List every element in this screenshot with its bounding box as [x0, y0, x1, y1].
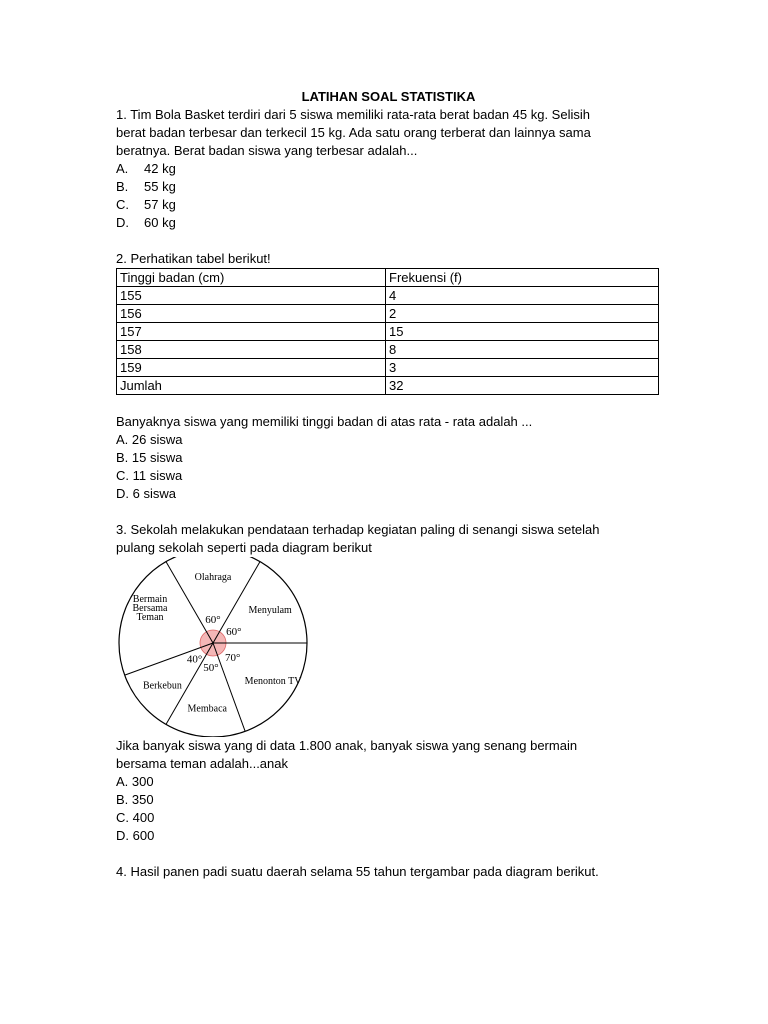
worksheet-page [116, 88, 661, 881]
pie-angle-label: 40° [186, 653, 203, 666]
table-cell: 155 [117, 287, 386, 305]
table-header-row [117, 269, 659, 287]
question-2-option-c: C. 11 siswa [116, 468, 183, 483]
pie-slice-label: Bersama [132, 603, 168, 614]
option-text: 42 kg [144, 161, 176, 176]
pie-slice-label: Berkebun [142, 680, 182, 692]
table-header-cell: Frekuensi (f) [386, 269, 659, 287]
table-cell: 157 [117, 323, 386, 341]
table-cell: 4 [386, 287, 659, 305]
pie-slice-label: Bermain [132, 594, 168, 605]
table-cell: Jumlah [117, 377, 386, 395]
question-1-option-d [116, 214, 661, 232]
question-1-line: berat badan terbesar dan terkecil 15 kg. Ada satu orang terberat dan lainnya sama [116, 125, 591, 140]
question-1-option-c [116, 196, 661, 214]
question-3-line: bersama teman adalah...anak [116, 756, 288, 771]
pie-slice-label: Teman [136, 612, 164, 623]
option-text: 60 kg [144, 215, 176, 230]
table-header-cell: Tinggi badan (cm) [117, 269, 386, 287]
worksheet-title: LATIHAN SOAL STATISTIKA [301, 89, 476, 104]
option-letter: B. [116, 179, 129, 194]
pie-angle-label: 70° [224, 651, 241, 664]
question-3-line: Jika banyak siswa yang di data 1.800 anak, banyak siswa yang senang bermain [116, 738, 578, 753]
question-1-option-b [116, 178, 661, 196]
question-3-option-b: B. 350 [116, 792, 154, 807]
question-1-line: beratnya. Berat badan siswa yang terbesar adalah... [116, 143, 418, 158]
question-3-option-d: D. 600 [116, 828, 155, 843]
table-cell: 32 [386, 377, 659, 395]
option-letter: A. [116, 161, 129, 176]
question-2-option-d: D. 6 siswa [116, 486, 176, 501]
question-2 [116, 250, 661, 503]
question-1-option-a [116, 160, 661, 178]
pie-slice-label: Membaca [187, 703, 227, 715]
table-row [117, 305, 659, 323]
question-3-option-c: C. 400 [116, 810, 155, 825]
table-row [117, 287, 659, 305]
question-3-line: 3. Sekolah melakukan pendataan terhadap kegiatan paling di senangi siswa setelah [116, 522, 600, 537]
option-text: 57 kg [144, 197, 176, 212]
table-cell: 156 [117, 305, 386, 323]
question-2-intro: 2. Perhatikan tabel berikut! [116, 251, 271, 266]
question-3 [116, 521, 661, 845]
question-1-line: 1. Tim Bola Basket terdiri dari 5 siswa memiliki rata-rata berat badan 45 kg. Selisih [116, 107, 590, 122]
table-row [117, 359, 659, 377]
table-row [117, 323, 659, 341]
table-cell: 2 [386, 305, 659, 323]
table-cell: 3 [386, 359, 659, 377]
pie-slice-label: Menonton TV [244, 675, 302, 687]
question-1 [116, 106, 661, 232]
option-letter: C. [116, 197, 129, 212]
pie-chart [116, 557, 316, 737]
question-2-option-b: B. 15 siswa [116, 450, 183, 465]
question-2-text: Banyaknya siswa yang memiliki tinggi badan di atas rata - rata adalah ... [116, 414, 533, 429]
question-3-line: pulang sekolah seperti pada diagram berikut [116, 540, 372, 555]
pie-angle-label: 60° [205, 614, 221, 626]
table-cell: 158 [117, 341, 386, 359]
pie-angle-label: 60° [226, 626, 242, 638]
table-cell: 8 [386, 341, 659, 359]
pie-slice-label: Olahraga [194, 572, 232, 583]
option-letter: D. [116, 215, 129, 230]
option-text: 55 kg [144, 179, 176, 194]
table-cell: 15 [386, 323, 659, 341]
table-row [117, 341, 659, 359]
frequency-table [116, 268, 659, 395]
question-4-line: 4. Hasil panen padi suatu daerah selama 55 tahun tergambar pada diagram berikut. [116, 864, 599, 879]
pie-angle-label: 50° [203, 661, 219, 674]
question-2-option-a: A. 26 siswa [116, 432, 183, 447]
pie-slice-label: Menyulam [248, 605, 292, 616]
table-total-row [117, 377, 659, 395]
table-cell: 159 [117, 359, 386, 377]
pie-chart-svg [116, 557, 316, 737]
question-3-option-a: A. 300 [116, 774, 154, 789]
